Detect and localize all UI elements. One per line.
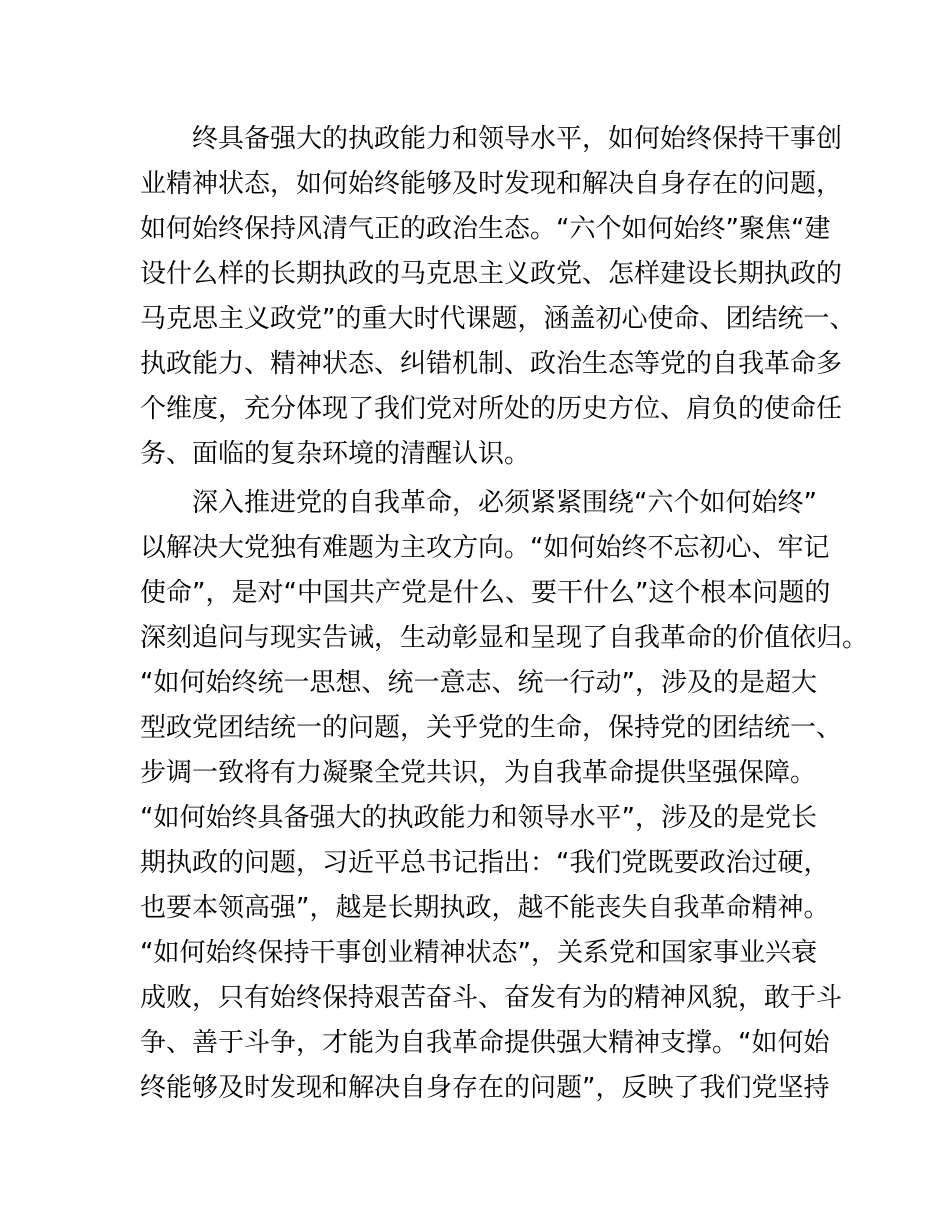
text-line: 执政能力、精神状态、纠错机制、政治生态等党的自我革命多 — [140, 349, 843, 379]
text-line: “如何始终保持干事创业精神状态”，关系党和国家事业兴衰 — [140, 938, 817, 968]
text-line: “如何始终统一思想、统一意志、统一行动”，涉及的是超大 — [140, 668, 817, 698]
text-line: 成败，只有始终保持艰苦奋斗、奋发有为的精神风貌，敢于斗 — [140, 983, 843, 1013]
text-line: 型政党团结统一的问题，关乎党的生命，保持党的团结统一、 — [140, 713, 843, 743]
text-line: 也要本领高强”，越是长期执政，越不能丧失自我革命精神。 — [140, 893, 830, 923]
text-line: 终具备强大的执政能力和领导水平，如何始终保持干事创 — [192, 124, 843, 154]
text-line: “如何始终具备强大的执政能力和领导水平”，涉及的是党长 — [140, 803, 817, 833]
text-line: 以解决大党独有难题为主攻方向。“如何始终不忘初心、牢记 — [140, 533, 830, 563]
text-line: 深入推进党的自我革命，必须紧紧围绕“六个如何始终” — [192, 488, 817, 518]
paragraph-1 — [140, 117, 856, 477]
document-body — [140, 117, 869, 1111]
text-line: 设什么样的长期执政的马克思主义政党、怎样建设长期执政的 — [140, 259, 843, 289]
text-line: 业精神状态，如何始终能够及时发现和解决自身存在的问题， — [140, 169, 843, 199]
paragraph-2 — [140, 481, 869, 1111]
text-line: 马克思主义政党”的重大时代课题，涵盖初心使命、团结统一、 — [140, 304, 856, 334]
text-line: 步调一致将有力凝聚全党共识，为自我革命提供坚强保障。 — [140, 758, 817, 788]
text-line: 争、善于斗争，才能为自我革命提供强大精神支撑。“如何始 — [140, 1028, 830, 1058]
text-line: 深刻追问与现实告诫，生动彰显和呈现了自我革命的价值依归。 — [140, 623, 869, 653]
text-line: 终能够及时发现和解决自身存在的问题”，反映了我们党坚持 — [140, 1073, 830, 1103]
text-line: 如何始终保持风清气正的政治生态。“六个如何始终”聚焦“建 — [140, 214, 831, 244]
text-line: 务、面临的复杂环境的清醒认识。 — [140, 439, 531, 469]
text-line: 个维度，充分体现了我们党对所处的历史方位、肩负的使命任 — [140, 394, 843, 424]
text-line: 使命”，是对“中国共产党是什么、要干什么”这个根本问题的 — [140, 578, 831, 608]
text-line: 期执政的问题，习近平总书记指出：“我们党既要政治过硬， — [140, 848, 830, 878]
